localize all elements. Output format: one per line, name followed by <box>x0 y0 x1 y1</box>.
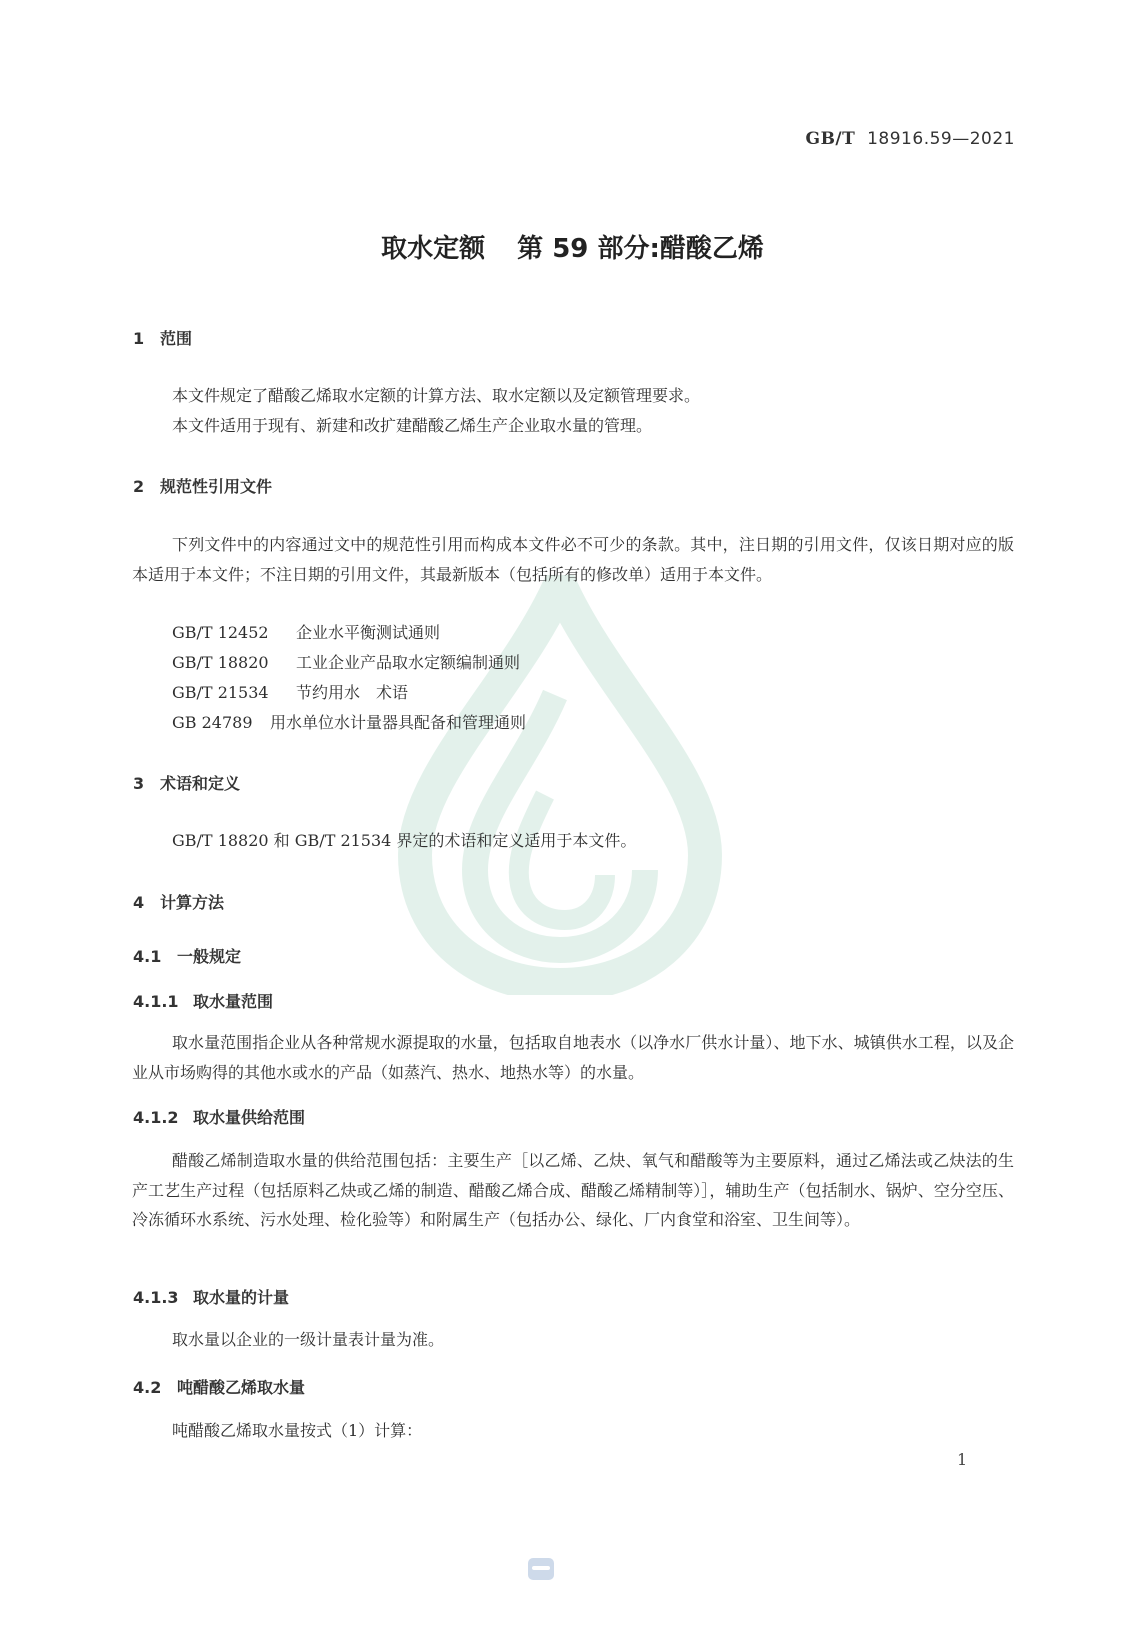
section-number: 4.1.2 <box>133 1108 179 1127</box>
reference-code: GB/T 18820 <box>172 653 269 672</box>
paragraph: 取水量范围指企业从各种常规水源提取的水量，包括取自地表水（以净水厂供水计量）、地下水、城镇供水工程，以及企业从市场购得的其他水或水的产品（如蒸汽、热水、地热水等）的水量。 <box>132 1033 1014 1082</box>
section-number: 4.2 <box>133 1378 162 1397</box>
section-title: 取水量供给范围 <box>193 1108 306 1127</box>
subsection-heading-4-1 <box>133 944 241 967</box>
section-title: 规范性引用文件 <box>160 477 273 496</box>
reference-item <box>172 680 408 703</box>
title-sub: 第 59 部分:醋酸乙烯 <box>517 234 764 264</box>
section-number: 2 <box>133 477 145 496</box>
section-title: 取水量范围 <box>193 992 274 1011</box>
section-number: 3 <box>133 774 145 793</box>
footer-logo-icon <box>526 1556 556 1582</box>
section-heading-2 <box>133 474 272 497</box>
paragraph: 本文件适用于现有、新建和改扩建醋酸乙烯生产企业取水量的管理。 <box>172 416 653 435</box>
reference-code: GB/T 21534 <box>172 683 269 702</box>
paragraph: GB/T 18820 和 GB/T 21534 界定的术语和定义适用于本文件。 <box>172 831 637 850</box>
subsection-heading-4-1-3 <box>133 1285 289 1308</box>
section-number: 4.1.3 <box>133 1288 179 1307</box>
section-heading-3 <box>133 771 240 794</box>
water-drop-watermark-icon <box>395 575 725 995</box>
paragraph: 醋酸乙烯制造取水量的供给范围包括：主要生产［以乙烯、乙炔、氧气和醋酸等为主要原料，通过乙烯法或乙炔法的生产工艺生产过程（包括原料乙炔或乙烯的制造、醋酸乙烯合成、醋酸乙烯精制等）］，辅助生产（包括制水、锅炉、空分空压、冷冻循环水系统、污水处理、检化验等）和附属生产（包括办公、绿化、厂内食堂和浴室、卫生间等）。 <box>132 1151 1014 1229</box>
section-title: 范围 <box>160 329 193 348</box>
reference-title: 节约用水 术语 <box>296 683 409 702</box>
document-title <box>0 228 1145 265</box>
subsection-heading-4-2 <box>133 1375 305 1398</box>
reference-item <box>172 710 526 733</box>
section-title: 一般规定 <box>177 947 242 966</box>
paragraph: 取水量以企业的一级计量表计量为准。 <box>172 1330 445 1349</box>
standard-prefix: GB/T <box>805 129 856 149</box>
standard-number: 18916.59—2021 <box>867 129 1015 149</box>
paragraph: 下列文件中的内容通过文中的规范性引用而构成本文件必不可少的条款。其中，注日期的引用文件，仅该日期对应的版本适用于本文件；不注日期的引用文件，其最新版本（包括所有的修改单）适用于本文件。 <box>132 535 1014 584</box>
section-number: 4 <box>133 893 145 912</box>
title-main: 取水定额 <box>381 234 486 264</box>
reference-title: 企业水平衡测试通则 <box>296 623 441 642</box>
paragraph: 吨醋酸乙烯取水量按式（1）计算： <box>172 1421 423 1440</box>
section-title: 吨醋酸乙烯取水量 <box>177 1378 306 1397</box>
reference-item <box>172 620 440 643</box>
section-heading-1 <box>133 326 192 349</box>
reference-title: 工业企业产品取水定额编制通则 <box>296 653 521 672</box>
standard-code <box>806 129 1015 149</box>
page-number: 1 <box>957 1450 968 1469</box>
section-number: 4.1.1 <box>133 992 179 1011</box>
section-number: 4.1 <box>133 947 162 966</box>
section-title: 取水量的计量 <box>193 1288 290 1307</box>
reference-title: 用水单位水计量器具配备和管理通则 <box>270 713 527 732</box>
paragraph: 本文件规定了醋酸乙烯取水定额的计算方法、取水定额以及定额管理要求。 <box>172 386 701 405</box>
section-heading-4 <box>133 890 224 913</box>
section-title: 计算方法 <box>160 893 225 912</box>
section-number: 1 <box>133 329 145 348</box>
subsection-heading-4-1-2 <box>133 1105 305 1128</box>
reference-item <box>172 650 520 673</box>
reference-code: GB 24789 <box>172 713 253 732</box>
section-title: 术语和定义 <box>160 774 241 793</box>
reference-code: GB/T 12452 <box>172 623 269 642</box>
subsection-heading-4-1-1 <box>133 989 273 1012</box>
